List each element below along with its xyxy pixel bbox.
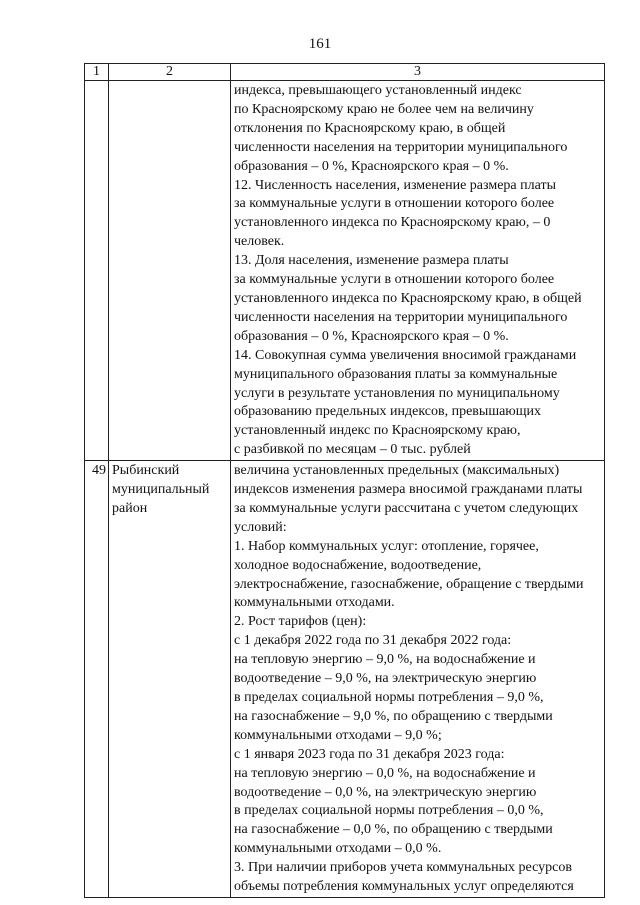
description-line: установленный индекс по Красноярскому краю, (234, 423, 521, 439)
description-line: за коммунальные услуги в отношении которого более (234, 272, 555, 288)
description-line: с 1 января 2023 года по 31 декабря 2023 года: (234, 746, 505, 762)
description-line: на тепловую энергию – 0,0 %, на водоснабжение и (234, 765, 536, 781)
description-line: 3. При наличии приборов учета коммунальных ресурсов (234, 860, 572, 876)
description-line: объемы потребления коммунальных услуг определяются (234, 879, 574, 895)
description-line: образования – 0 %, Красноярского края – 0 %. (234, 158, 509, 174)
description-line: образованию предельных индексов, превышающих (234, 404, 542, 420)
description-line: муниципального образования платы за коммунальные (234, 366, 558, 382)
description-line: коммунальными отходами – 0,0 %. (234, 841, 442, 857)
description-line: человек. (234, 234, 285, 250)
description-line: 12. Численность населения, изменение размера платы (234, 177, 556, 193)
description-line: на газоснабжение – 0,0 %, по обращению с твердыми (234, 822, 553, 838)
description-line: за коммунальные услуги рассчитана с учетом следующих (234, 500, 579, 516)
description-line: величина установленных предельных (максимальных) (234, 463, 560, 479)
description-line: коммунальными отходами. (234, 595, 395, 611)
table-row (85, 81, 605, 461)
description-line: 14. Совокупная сумма увеличения вносимой гражданами (234, 347, 577, 363)
municipality-line: Рыбинский (112, 463, 180, 479)
municipality-line: район (112, 500, 148, 516)
description-line: отклонения по Красноярскому краю, в общей (234, 120, 506, 136)
description-line: условий: (234, 519, 287, 535)
description-line: 1. Набор коммунальных услуг: отопление, горячее, (234, 538, 539, 554)
description-line: с разбивкой по месяцам – 0 тыс. рублей (234, 442, 471, 458)
description-line: с 1 декабря 2022 года по 31 декабря 2022 года: (234, 633, 512, 649)
description-line: установленного индекса по Красноярскому краю, в общей (234, 290, 582, 306)
description-line: 13. Доля населения, изменение размера платы (234, 253, 509, 269)
column-header-description: 3 (231, 64, 605, 81)
description-line: водоотведение – 9,0 %, на электрическую энергию (234, 671, 537, 687)
column-header-number: 1 (85, 64, 109, 81)
municipality-cell (109, 461, 231, 898)
description-line: водоотведение – 0,0 %, на электрическую энергию (234, 784, 537, 800)
description-cell (231, 461, 605, 898)
document-table (84, 63, 605, 898)
description-line: 2. Рост тарифов (цен): (234, 614, 367, 630)
description-line: на тепловую энергию – 9,0 %, на водоснабжение и (234, 652, 536, 668)
row-number-cell (85, 81, 109, 461)
description-line: образования – 0 %, Красноярского края – 0 %. (234, 328, 509, 344)
table-row (85, 461, 605, 898)
description-cell (231, 81, 605, 461)
description-line: на газоснабжение – 9,0 %, по обращению с твердыми (234, 708, 553, 724)
description-line: по Красноярскому краю не более чем на величину (234, 101, 534, 117)
description-line: услуги в результате установления по муниципальному (234, 385, 560, 401)
description-line: численности населения на территории муниципального (234, 139, 568, 155)
description-line: численности населения на территории муниципального (234, 309, 568, 325)
table-header-row (85, 64, 605, 81)
page-number: 161 (308, 36, 332, 52)
description-line: индексов изменения размера вносимой гражданами платы (234, 482, 583, 498)
column-header-municipality: 2 (109, 64, 231, 81)
description-line: коммунальными отходами – 9,0 %; (234, 727, 442, 743)
municipality-line: муниципальный (112, 482, 210, 498)
description-line: в пределах социальной нормы потребления – 0,0 %, (234, 803, 544, 819)
municipality-cell (109, 81, 231, 461)
table-body (85, 81, 605, 898)
description-line: электроснабжение, газоснабжение, обращение с твердыми (234, 576, 584, 592)
description-line: индекса, превышающего установленный индекс (234, 83, 522, 98)
description-line: установленного индекса по Красноярскому краю, – 0 (234, 215, 551, 231)
description-line: за коммунальные услуги в отношении которого более (234, 196, 555, 212)
description-line: в пределах социальной нормы потребления – 9,0 %, (234, 690, 544, 705)
description-line: холодное водоснабжение, водоотведение, (234, 557, 482, 573)
row-number-cell: 49 (85, 461, 109, 898)
